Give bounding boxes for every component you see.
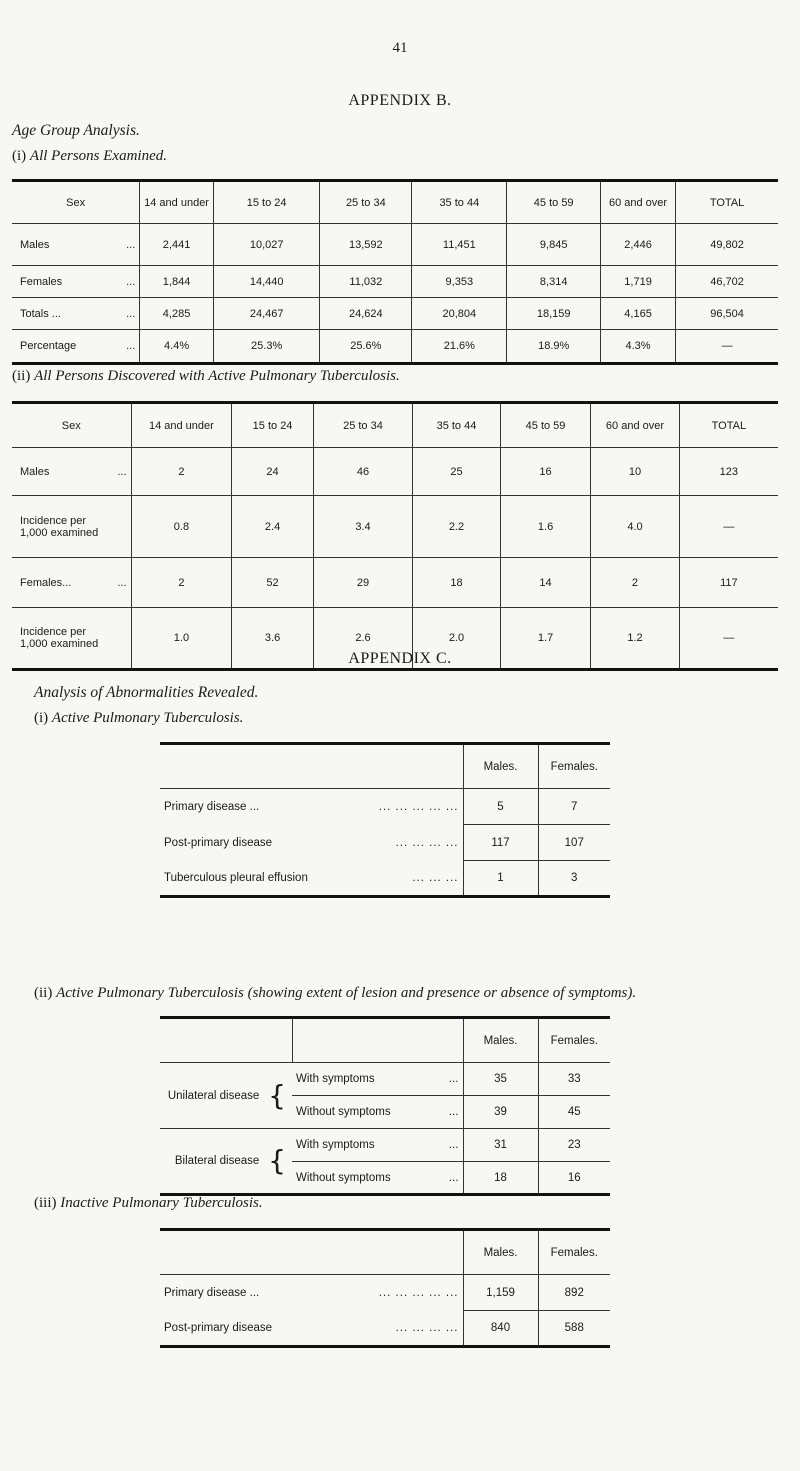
column-header: 45 to 59	[500, 403, 590, 448]
subheading-title: Active Pulmonary Tuberculosis	[56, 985, 244, 1001]
females-value: 23	[538, 1129, 610, 1162]
row-label-cell	[292, 1096, 463, 1129]
row-label	[16, 626, 131, 650]
column-header: Sex	[66, 196, 86, 209]
table-row	[12, 330, 778, 364]
males-value: 39	[463, 1096, 538, 1129]
row-label-line: Incidence per	[20, 626, 87, 638]
table-cell: 0.8	[131, 496, 232, 558]
row-label-line: Males	[20, 465, 50, 478]
subheading-number: (ii)	[12, 368, 31, 384]
table-cell: 2,441	[140, 224, 214, 266]
subheading-title: All Persons Examined.	[29, 148, 167, 164]
table-cell: 9,845	[507, 224, 600, 266]
table-cell: 10,027	[213, 224, 320, 266]
row-label	[16, 466, 131, 478]
table-cell: 13,592	[320, 224, 412, 266]
table-cell: 49,802	[676, 224, 778, 266]
row-label-text	[20, 239, 49, 251]
row-label-text: Without symptoms	[296, 1106, 391, 1118]
row-label-text: With symptoms	[296, 1139, 375, 1151]
table-cell: 96,504	[676, 298, 778, 330]
row-label-text	[20, 515, 98, 539]
column-header: 25 to 34	[313, 403, 412, 448]
table-cell: 4,285	[140, 298, 214, 330]
subheading-parenthetical: (showing extent of lesion and presence or absence of symptoms).	[247, 985, 637, 1001]
row-label	[160, 1322, 463, 1334]
table-cell: 2	[591, 558, 679, 608]
table-cell: 2.6	[313, 608, 412, 670]
row-label	[16, 340, 139, 352]
row-label-line: Males	[20, 238, 50, 251]
row-label	[16, 276, 139, 288]
males-value: 1	[463, 861, 538, 897]
table-cell: 1.0	[131, 608, 232, 670]
table-cell: 2.2	[413, 496, 501, 558]
row-label	[160, 872, 463, 884]
column-header: 14 and under	[140, 181, 214, 224]
appendix-c-subheading-1	[34, 710, 243, 727]
table-row	[12, 224, 778, 266]
row-label	[160, 1287, 463, 1299]
column-header: 35 to 44	[412, 181, 507, 224]
table-cell: 1,719	[600, 266, 675, 298]
table-active-pulmonary-tb	[160, 742, 610, 898]
table-row	[12, 448, 778, 496]
table-cell: 25.3%	[213, 330, 320, 364]
table-row	[160, 1129, 610, 1162]
table-cell: 24,624	[320, 298, 412, 330]
group-label: Bilateral disease	[174, 1155, 260, 1168]
table-inactive-pulmonary-tb	[160, 1228, 610, 1348]
column-header: TOTAL	[676, 181, 778, 224]
column-header: 15 to 24	[232, 403, 314, 448]
table-cell: 46,702	[676, 266, 778, 298]
row-label-cell	[12, 298, 140, 330]
table-cell: 52	[232, 558, 314, 608]
table-cell: 2.0	[413, 608, 501, 670]
row-label-cell	[160, 789, 463, 825]
table-header-row	[160, 1018, 610, 1063]
table-cell: 4,165	[600, 298, 675, 330]
column-header-females: Females.	[538, 1230, 610, 1275]
appendix-b-subheading-2	[12, 368, 400, 385]
leader-dots: ... ... ... ...	[395, 836, 459, 849]
column-header-females: Females.	[538, 1018, 610, 1063]
column-header: 14 and under	[131, 403, 232, 448]
leader-dots: ...	[448, 1139, 459, 1151]
table-header-row	[12, 181, 778, 224]
subheading-number: (ii)	[34, 985, 53, 1001]
table-row	[160, 1275, 610, 1311]
leader-dots: ...	[126, 340, 136, 352]
row-label-cell	[12, 330, 140, 364]
column-header-males: Males.	[463, 744, 538, 789]
subheading-title: Inactive Pulmonary Tuberculosis.	[60, 1195, 263, 1211]
leader-dots: ...	[117, 576, 127, 589]
row-label-line: 1,000 examined	[20, 638, 99, 650]
males-value: 35	[463, 1063, 538, 1096]
table-cell: —	[679, 608, 778, 670]
row-label-cell	[12, 448, 131, 496]
row-label-line: Incidence per	[20, 514, 87, 527]
males-value: 117	[463, 825, 538, 861]
row-label-text: Post-primary disease	[164, 1321, 273, 1334]
row-label-text	[20, 340, 76, 352]
leader-dots: ... ... ... ... ...	[378, 800, 459, 813]
table-row	[12, 266, 778, 298]
row-label	[16, 308, 139, 320]
table-cell: 11,032	[320, 266, 412, 298]
females-value: 16	[538, 1162, 610, 1195]
table-cell: 8,314	[507, 266, 600, 298]
table-row	[12, 298, 778, 330]
appendix-c-subheading-2	[34, 985, 636, 1002]
females-value: 892	[538, 1275, 610, 1311]
leader-dots: ... ... ...	[412, 871, 459, 884]
table-row	[160, 825, 610, 861]
row-label-cell	[160, 1275, 463, 1311]
row-label-cell	[12, 224, 140, 266]
table-cell: 1.6	[500, 496, 590, 558]
row-label	[16, 577, 131, 589]
table-cell: 2	[131, 558, 232, 608]
table-row	[12, 496, 778, 558]
group-label: Unilateral disease	[167, 1089, 260, 1102]
table-cell: 20,804	[412, 298, 507, 330]
row-label-cell	[12, 266, 140, 298]
subheading-title: All Persons Discovered with Active Pulmonary Tuberculosis.	[34, 368, 400, 384]
table-cell: 1.7	[500, 608, 590, 670]
table-cell: 46	[313, 448, 412, 496]
table-header-row	[160, 744, 610, 789]
appendix-b-subheading-1	[12, 148, 167, 165]
row-label	[16, 515, 131, 539]
row-label-text: With symptoms	[296, 1073, 375, 1085]
leader-dots: ... ... ... ...	[395, 1321, 459, 1334]
table-row	[160, 861, 610, 897]
table-cell: 14	[500, 558, 590, 608]
leader-dots: ...	[117, 465, 127, 478]
males-value: 1,159	[463, 1275, 538, 1311]
leader-dots: ...	[448, 1106, 459, 1118]
column-header-males: Males.	[463, 1018, 538, 1063]
table-row	[12, 558, 778, 608]
females-value: 107	[538, 825, 610, 861]
leader-dots: ...	[126, 238, 136, 251]
row-label	[16, 239, 139, 251]
table-cell: 9,353	[412, 266, 507, 298]
males-value: 31	[463, 1129, 538, 1162]
females-value: 45	[538, 1096, 610, 1129]
table-cell: 3.4	[313, 496, 412, 558]
table-cell: 10	[591, 448, 679, 496]
subheading-number: (iii)	[34, 1195, 57, 1211]
column-header-males: Males.	[463, 1230, 538, 1275]
table-cell: 123	[679, 448, 778, 496]
row-label-cell	[160, 861, 463, 897]
table-cell: 25.6%	[320, 330, 412, 364]
table-cell: 24	[232, 448, 314, 496]
row-label-line: Percentage	[20, 340, 77, 352]
row-label	[292, 1139, 463, 1151]
table-cell: 14,440	[213, 266, 320, 298]
table-cell: 16	[500, 448, 590, 496]
table-cell: 4.3%	[600, 330, 675, 364]
leader-dots: ...	[126, 275, 136, 288]
column-header: TOTAL	[679, 403, 778, 448]
table-cell: 2,446	[600, 224, 675, 266]
table-cell: 18.9%	[507, 330, 600, 364]
table-cell: —	[679, 496, 778, 558]
table-cell: 25	[413, 448, 501, 496]
column-header: Sex	[61, 419, 81, 432]
row-label-cell	[292, 1129, 463, 1162]
row-label-line: Totals ...	[20, 307, 61, 320]
females-value: 7	[538, 789, 610, 825]
table-cell: 4.0	[591, 496, 679, 558]
leader-dots: ...	[126, 307, 136, 320]
table-cell: 21.6%	[412, 330, 507, 364]
row-label-line: 1,000 examined	[20, 526, 99, 539]
row-label-text	[20, 466, 49, 478]
appendix-b-heading: Age Group Analysis.	[12, 122, 140, 139]
row-label-text: Primary disease ...	[164, 1286, 260, 1299]
brace-icon: {	[259, 1078, 286, 1112]
row-label-text: Primary disease ...	[164, 800, 260, 813]
appendix-b-title: APPENDIX B.	[348, 92, 452, 109]
row-label-cell	[160, 825, 463, 861]
column-header: 25 to 34	[320, 181, 412, 224]
row-label-text: Post-primary disease	[164, 836, 273, 849]
table-header-row	[12, 403, 778, 448]
row-label-cell	[12, 496, 131, 558]
row-label-line: Females...	[20, 576, 72, 589]
table-cell: 11,451	[412, 224, 507, 266]
column-header-females: Females.	[538, 744, 610, 789]
leader-dots: ... ... ... ... ...	[378, 1286, 459, 1299]
subheading-number: (i)	[12, 148, 27, 164]
table-cell: 3.6	[232, 608, 314, 670]
table-all-persons-examined	[12, 179, 778, 365]
table-row	[160, 789, 610, 825]
column-header: 35 to 44	[413, 403, 501, 448]
table-cell: 1,844	[140, 266, 214, 298]
column-header: 15 to 24	[213, 181, 320, 224]
group-label-cell	[160, 1129, 292, 1195]
row-label	[292, 1073, 463, 1085]
row-label-text: Tuberculous pleural effusion	[164, 871, 308, 884]
leader-dots: ...	[448, 1171, 459, 1184]
table-cell: 2	[131, 448, 232, 496]
row-label-text	[20, 577, 71, 589]
table-header-row	[160, 1230, 610, 1275]
row-label-cell	[292, 1162, 463, 1195]
row-label-cell	[160, 1311, 463, 1347]
row-label	[292, 1172, 463, 1184]
column-header: 60 and over	[591, 403, 679, 448]
table-row	[160, 1063, 610, 1096]
subheading-title: Active Pulmonary Tuberculosis.	[51, 710, 244, 726]
table-cell: 1.2	[591, 608, 679, 670]
group-label-cell	[160, 1063, 292, 1129]
females-value: 588	[538, 1311, 610, 1347]
females-value: 33	[538, 1063, 610, 1096]
males-value: 18	[463, 1162, 538, 1195]
table-row	[160, 1311, 610, 1347]
appendix-c-subheading-3	[34, 1195, 263, 1212]
table-cell: 24,467	[213, 298, 320, 330]
row-label-cell	[12, 558, 131, 608]
row-label-cell	[292, 1063, 463, 1096]
table-cell: 2.4	[232, 496, 314, 558]
row-label-text	[20, 308, 61, 320]
row-label-text	[20, 626, 98, 650]
row-label-text: Without symptoms	[296, 1171, 391, 1184]
subheading-number: (i)	[34, 710, 49, 726]
row-label	[160, 801, 463, 813]
table-active-tb-by-age	[12, 401, 778, 671]
table-cell: 18,159	[507, 298, 600, 330]
row-label-line: Females	[20, 275, 63, 288]
females-value: 3	[538, 861, 610, 897]
column-header: 45 to 59	[507, 181, 600, 224]
table-cell: 117	[679, 558, 778, 608]
table-cell: 4.4%	[140, 330, 214, 364]
row-label-text	[20, 276, 62, 288]
table-active-tb-extent	[160, 1016, 610, 1196]
appendix-c-title: APPENDIX C.	[348, 650, 452, 667]
column-header: 60 and over	[600, 181, 675, 224]
table-cell: —	[676, 330, 778, 364]
brace-icon: {	[259, 1144, 286, 1177]
row-label	[160, 837, 463, 849]
row-label	[292, 1106, 463, 1118]
appendix-c-heading: Analysis of Abnormalities Revealed.	[34, 684, 259, 701]
table-cell: 18	[413, 558, 501, 608]
males-value: 840	[463, 1311, 538, 1347]
table-cell: 29	[313, 558, 412, 608]
page-number: 41	[392, 40, 408, 56]
leader-dots: ...	[448, 1073, 459, 1085]
males-value: 5	[463, 789, 538, 825]
